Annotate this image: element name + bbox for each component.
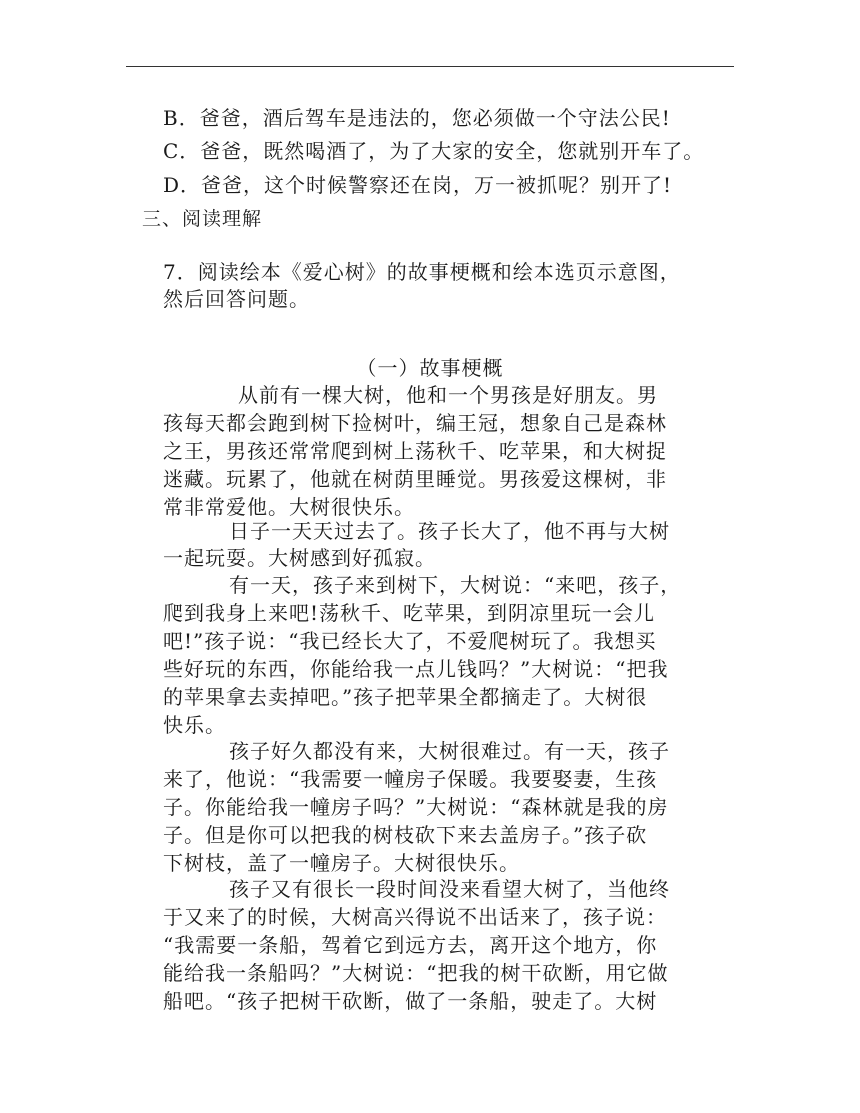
story-line: 的苹果拿去卖掉吧。”孩子把苹果全都摘走了。大树很 bbox=[163, 685, 648, 709]
story-line: 爬到我身上来吧!荡秋千、吃苹果，到阴凉里玩一会儿 bbox=[163, 601, 656, 625]
story-line: 吧!”孩子说：“我已经长大了，不爱爬树玩了。我想买 bbox=[163, 629, 657, 653]
story-line: 子。你能给我一幢房子吗？”大树说：“森林就是我的房 bbox=[163, 795, 669, 819]
story-title: （一）故事梗概 bbox=[356, 356, 504, 380]
story-line: 下树枝，盖了一幢房子。大树很快乐。 bbox=[163, 851, 520, 875]
story-line: 一起玩耍。大树感到好孤寂。 bbox=[163, 546, 436, 570]
story-line: 常非常爱他。大树很快乐。 bbox=[163, 495, 415, 519]
story-line: 些好玩的东西，你能给我一点儿钱吗？”大树说：“把我 bbox=[163, 657, 669, 681]
question-line-1: 7．阅读绘本《爱心树》的故事梗概和绘本选页示意图， bbox=[163, 260, 681, 284]
story-line: 日子一天天过去了。孩子长大了，他不再与大树 bbox=[229, 519, 670, 543]
story-line: 孩子好久都没有来，大树很难过。有一天，孩子 bbox=[229, 739, 670, 763]
story-line: 能给我一条船吗？”大树说：“把我的树干砍断，用它做 bbox=[163, 961, 669, 985]
story-line: 孩每天都会跑到树下捡树叶，编王冠，想象自己是森林 bbox=[163, 411, 667, 435]
option-d: D．爸爸，这个时候警察还在岗，万一被抓呢？别开了! bbox=[163, 173, 673, 197]
header-rule bbox=[126, 66, 734, 67]
section-title: 三、阅读理解 bbox=[142, 208, 263, 230]
story-line: 快乐。 bbox=[163, 713, 226, 737]
story-line: 之王，男孩还常常爬到树上荡秋千、吃苹果，和大树捉 bbox=[163, 439, 667, 463]
story-line: 来了，他说：“我需要一幢房子保暖。我要娶妻，生孩 bbox=[163, 767, 658, 791]
story-line: 船吧。“孩子把树干砍断，做了一条船，驶走了。大树 bbox=[163, 989, 658, 1013]
option-c: C．爸爸，既然喝酒了，为了大家的安全，您就别开车了。 bbox=[163, 139, 705, 163]
story-line: 有一天，孩子来到树下，大树说：“来吧，孩子， bbox=[229, 573, 682, 597]
story-line: 于又来了的时候，大树高兴得说不出话来了，孩子说： bbox=[163, 905, 667, 929]
question-line-2: 然后回答问题。 bbox=[163, 287, 310, 311]
story-line: “我需要一条船，驾着它到远方去，离开这个地方，你 bbox=[163, 933, 658, 957]
story-line: 子。但是你可以把我的树枝砍下来去盖房子。”孩子砍 bbox=[163, 823, 648, 847]
option-b: B．爸爸，酒后驾车是违法的，您必须做一个守法公民! bbox=[163, 106, 671, 130]
story-line: 孩子又有很长一段时间没来看望大树了，当他终 bbox=[229, 877, 670, 901]
story-line: 迷藏。玩累了，他就在树荫里睡觉。男孩爱这棵树，非 bbox=[163, 467, 667, 491]
story-line: 从前有一棵大树，他和一个男孩是好朋友。男 bbox=[238, 383, 658, 407]
